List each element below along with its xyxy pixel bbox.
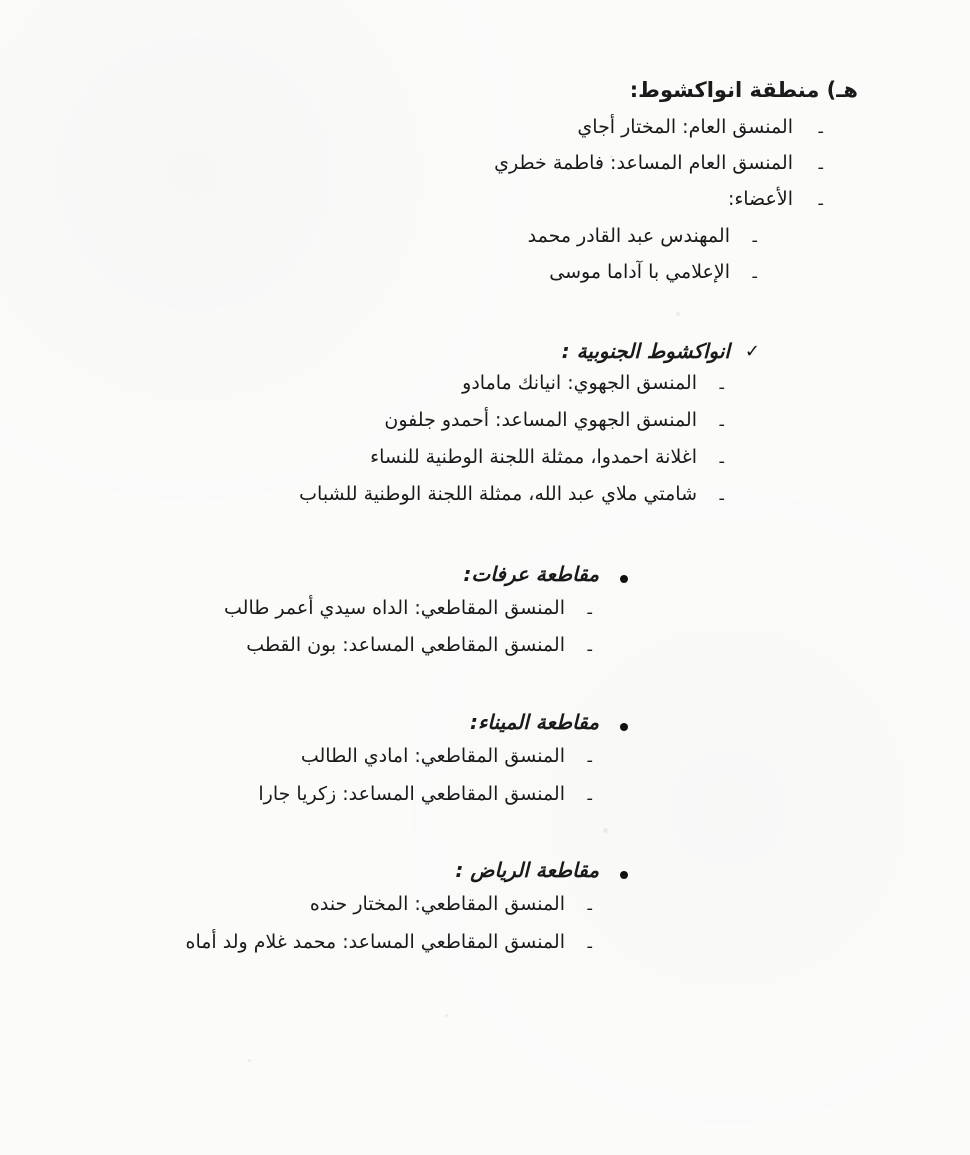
dash-marker: - xyxy=(751,230,758,251)
dash-marker: - xyxy=(586,639,593,660)
dash-marker: - xyxy=(586,788,593,809)
general-assistant-coordinator: المنسق العام المساعد: فاطمة خطري xyxy=(494,152,793,174)
dash-marker: - xyxy=(718,377,725,398)
dash-marker: - xyxy=(586,936,593,957)
south-item: المنسق الجهوي المساعد: أحمدو جلفون xyxy=(384,409,697,431)
member-item: المهندس عبد القادر محمد xyxy=(527,225,730,247)
mina-heading: مقاطعة الميناء: xyxy=(470,710,599,734)
paper-speck xyxy=(603,828,608,833)
bullet-icon xyxy=(620,871,628,879)
dash-marker: - xyxy=(586,602,593,623)
mina-item: المنسق المقاطعي: امادي الطالب xyxy=(300,745,565,767)
dash-marker: - xyxy=(586,898,593,919)
member-item: الإعلامي با آداما موسى xyxy=(549,261,730,283)
arafat-heading: مقاطعة عرفات: xyxy=(463,562,599,586)
dash-marker: - xyxy=(751,266,758,287)
riyadh-item: المنسق المقاطعي: المختار حنده xyxy=(309,893,565,915)
dash-marker: - xyxy=(718,414,725,435)
paper-speck xyxy=(445,1014,448,1017)
south-item: شامتي ملاي عبد الله، ممثلة اللجنة الوطنية للشباب xyxy=(299,483,697,505)
dash-marker: - xyxy=(817,157,824,178)
paper-speck xyxy=(676,312,680,316)
members-label: الأعضاء: xyxy=(727,188,793,210)
mina-item: المنسق المقاطعي المساعد: زكريا جارا xyxy=(258,783,565,805)
dash-marker: - xyxy=(718,451,725,472)
riyadh-item: المنسق المقاطعي المساعد: محمد غلام ولد أماه xyxy=(185,931,565,953)
arafat-item: المنسق المقاطعي: الداه سيدي أعمر طالب xyxy=(224,597,565,619)
bullet-icon xyxy=(620,575,628,583)
arafat-item: المنسق المقاطعي المساعد: بون القطب xyxy=(246,634,565,656)
south-item: المنسق الجهوي: انيانك مامادو xyxy=(462,372,697,394)
dash-marker: - xyxy=(817,121,824,142)
paper-speck xyxy=(248,1059,251,1062)
dash-marker: - xyxy=(718,488,725,509)
riyadh-heading: مقاطعة الرياض : xyxy=(455,858,599,882)
checkmark-icon: ✓ xyxy=(744,341,760,362)
south-heading: انواكشوط الجنوبية : xyxy=(561,339,730,363)
section-heading: هـ) منطقة انواكشوط: xyxy=(629,78,858,102)
dash-marker: - xyxy=(586,750,593,771)
general-coordinator: المنسق العام: المختار أجاي xyxy=(577,116,793,138)
bullet-icon xyxy=(620,723,628,731)
south-item: اغلانة احمدوا، ممثلة اللجنة الوطنية للنساء xyxy=(370,446,697,468)
paper-speck xyxy=(610,155,613,158)
dash-marker: - xyxy=(817,193,824,214)
